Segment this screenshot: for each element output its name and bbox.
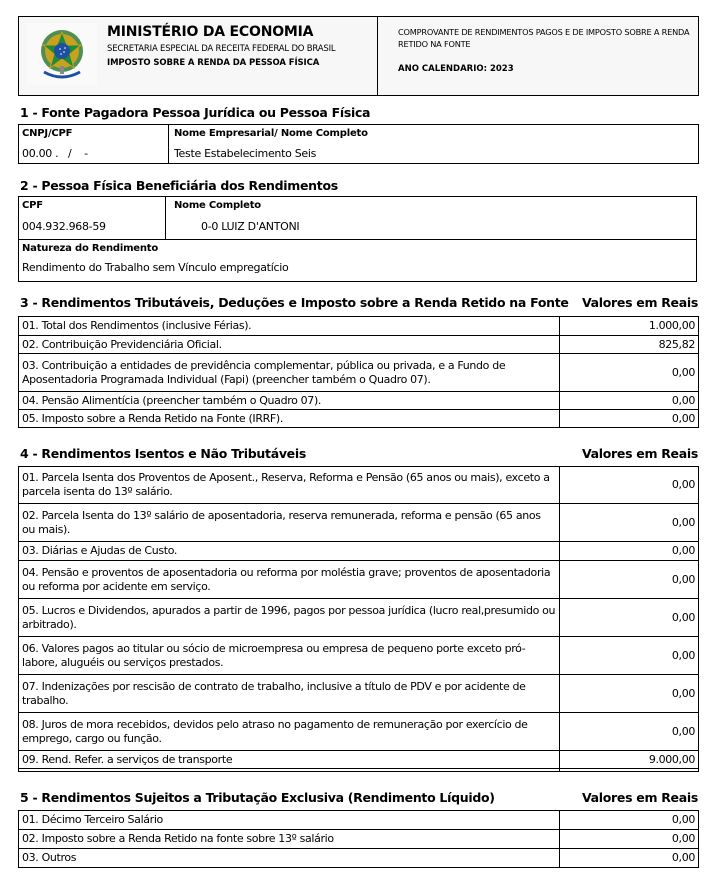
- section2-box: [18, 196, 697, 282]
- nome-empresarial-value: Teste Estabelecimento Seis: [174, 147, 317, 160]
- row-value: 0,00: [560, 849, 699, 868]
- table-row: [19, 467, 699, 504]
- row-value: 0,00: [560, 830, 699, 849]
- comprovante-title: COMPROVANTE DE RENDIMENTOS PAGOS E DE IMPOSTO SOBRE A RENDA RETIDO NA FONTE: [398, 27, 690, 49]
- cpf-value: 004.932.968-59: [22, 220, 106, 233]
- row-value: 0,00: [560, 354, 699, 392]
- spacer-cell: [560, 769, 699, 772]
- row-label: 01. Total dos Rendimentos (inclusive Férias).: [19, 317, 560, 336]
- header-left-panel: [19, 17, 378, 95]
- table-row: [19, 751, 699, 769]
- header-right-panel: [378, 17, 698, 95]
- section1-title: 1 - Fonte Pagadora Pessoa Jurídica ou Pessoa Física: [20, 105, 371, 120]
- secretaria-subtitle: SECRETARIA ESPECIAL DA RECEITA FEDERAL DO BRASIL: [107, 44, 336, 54]
- row-value: 0,00: [560, 713, 699, 751]
- cnpj-value: 00.00 . / -: [22, 147, 88, 160]
- cpf-label: CPF: [22, 200, 43, 211]
- table-row: [19, 354, 699, 392]
- row-value: 0,00: [560, 675, 699, 713]
- row-value: 0,00: [560, 504, 699, 542]
- table-row: [19, 336, 699, 354]
- natureza-label: Natureza do Rendimento: [22, 243, 159, 254]
- row-value: 0,00: [560, 637, 699, 675]
- section4-values-header: Valores em Reais: [581, 446, 698, 461]
- table-row: [19, 830, 699, 849]
- table-row: [19, 713, 699, 751]
- table-row-spacer: [19, 769, 699, 772]
- imposto-subtitle: IMPOSTO SOBRE A RENDA DA PESSOA FÍSICA: [107, 58, 320, 68]
- row-label: 09. Rend. Refer. a serviços de transporte: [19, 751, 560, 769]
- natureza-value: Rendimento do Trabalho sem Vínculo empregatício: [22, 261, 289, 274]
- row-value: 9.000,00: [560, 751, 699, 769]
- section4-table: [18, 466, 699, 772]
- section5-values-header: Valores em Reais: [581, 790, 698, 805]
- row-label: 03. Diárias e Ajudas de Custo.: [19, 542, 560, 561]
- cnpj-cell: [19, 125, 169, 163]
- row-label: 05. Imposto sobre a Renda Retido na Fonte (IRRF).: [19, 410, 560, 428]
- ano-calendario: ANO CALENDARIO: 2023: [398, 64, 514, 74]
- table-row: [19, 849, 699, 868]
- table-row: [19, 561, 699, 599]
- row-label: 08. Juros de mora recebidos, devidos pelo atraso no pagamento de remuneração por exercício de emprego, cargo ou função.: [19, 713, 560, 751]
- spacer-cell: [19, 769, 560, 772]
- document-header: [18, 16, 699, 96]
- row-label: 02. Contribuição Previdenciária Oficial.: [19, 336, 560, 354]
- section5-title: 5 - Rendimentos Sujeitos a Tributação Exclusiva (Rendimento Líquido): [20, 790, 495, 805]
- row-label: 06. Valores pagos ao titular ou sócio de microempresa ou empresa de pequeno porte exceto pró-labore, aluguéis ou serviços prestados.: [19, 637, 560, 675]
- table-row: [19, 811, 699, 830]
- row-label: 07. Indenizações por rescisão de contrato de trabalho, inclusive a título de PDV e por acidente de trabalho.: [19, 675, 560, 713]
- row-value: 0,00: [560, 599, 699, 637]
- row-label: 04. Pensão e proventos de aposentadoria ou reforma por moléstia grave; proventos de aposentadoria ou reforma por acidente em serviço.: [19, 561, 560, 599]
- table-row: [19, 504, 699, 542]
- table-row: [19, 317, 699, 336]
- brazil-coat-of-arms-icon: [27, 23, 97, 85]
- section3-values-header: Valores em Reais: [581, 295, 698, 310]
- cnpj-label: CNPJ/CPF: [22, 128, 73, 139]
- table-row: [19, 410, 699, 428]
- nome-empresarial-label: Nome Empresarial/ Nome Completo: [174, 128, 368, 139]
- row-value: 0,00: [560, 561, 699, 599]
- section1-box: [18, 124, 699, 164]
- row-value: 0,00: [560, 467, 699, 504]
- row-value: 0,00: [560, 542, 699, 561]
- cpf-cell: [19, 197, 166, 239]
- nome-completo-value: 0-0 LUIZ D'ANTONI: [201, 220, 300, 233]
- table-row: [19, 637, 699, 675]
- row-label: 01. Décimo Terceiro Salário: [19, 811, 560, 830]
- table-row: [19, 392, 699, 410]
- nome-completo-label: Nome Completo: [174, 200, 261, 211]
- row-value: 0,00: [560, 811, 699, 830]
- table-row: [19, 599, 699, 637]
- row-label: 03. Outros: [19, 849, 560, 868]
- row-value: 0,00: [560, 392, 699, 410]
- row-label: 03. Contribuição a entidades de previdência complementar, pública ou privada, e a Fundo de Aposentadoria Programada Individual (Fapi) (preencher também o Quadro 07).: [19, 354, 560, 392]
- section2-title: 2 - Pessoa Física Beneficiária dos Rendimentos: [20, 178, 338, 193]
- section5-table: [18, 810, 699, 868]
- section3-table: [18, 316, 699, 428]
- table-row: [19, 675, 699, 713]
- table-row: [19, 542, 699, 561]
- row-label: 02. Imposto sobre a Renda Retido na fonte sobre 13º salário: [19, 830, 560, 849]
- row-label: 04. Pensão Alimentícia (preencher também o Quadro 07).: [19, 392, 560, 410]
- row-value: 825,82: [560, 336, 699, 354]
- section4-title: 4 - Rendimentos Isentos e Não Tributáveis: [20, 446, 306, 461]
- row-label: 01. Parcela Isenta dos Proventos de Aposent., Reserva, Reforma e Pensão (65 anos ou mais), exceto a parcela isenta do 13º salário.: [19, 467, 560, 504]
- row-divider: [19, 239, 696, 240]
- row-label: 05. Lucros e Dividendos, apurados a partir de 1996, pagos por pessoa jurídica (lucro real,presumido ou arbitrado).: [19, 599, 560, 637]
- section3-title: 3 - Rendimentos Tributáveis, Deduções e Imposto sobre a Renda Retido na Fonte: [20, 295, 569, 310]
- row-label: 02. Parcela Isenta do 13º salário de aposentadoria, reserva remunerada, reforma e pensão (65 anos ou mais).: [19, 504, 560, 542]
- row-value: 1.000,00: [560, 317, 699, 336]
- ministry-title: MINISTÉRIO DA ECONOMIA: [107, 24, 314, 40]
- row-value: 0,00: [560, 410, 699, 428]
